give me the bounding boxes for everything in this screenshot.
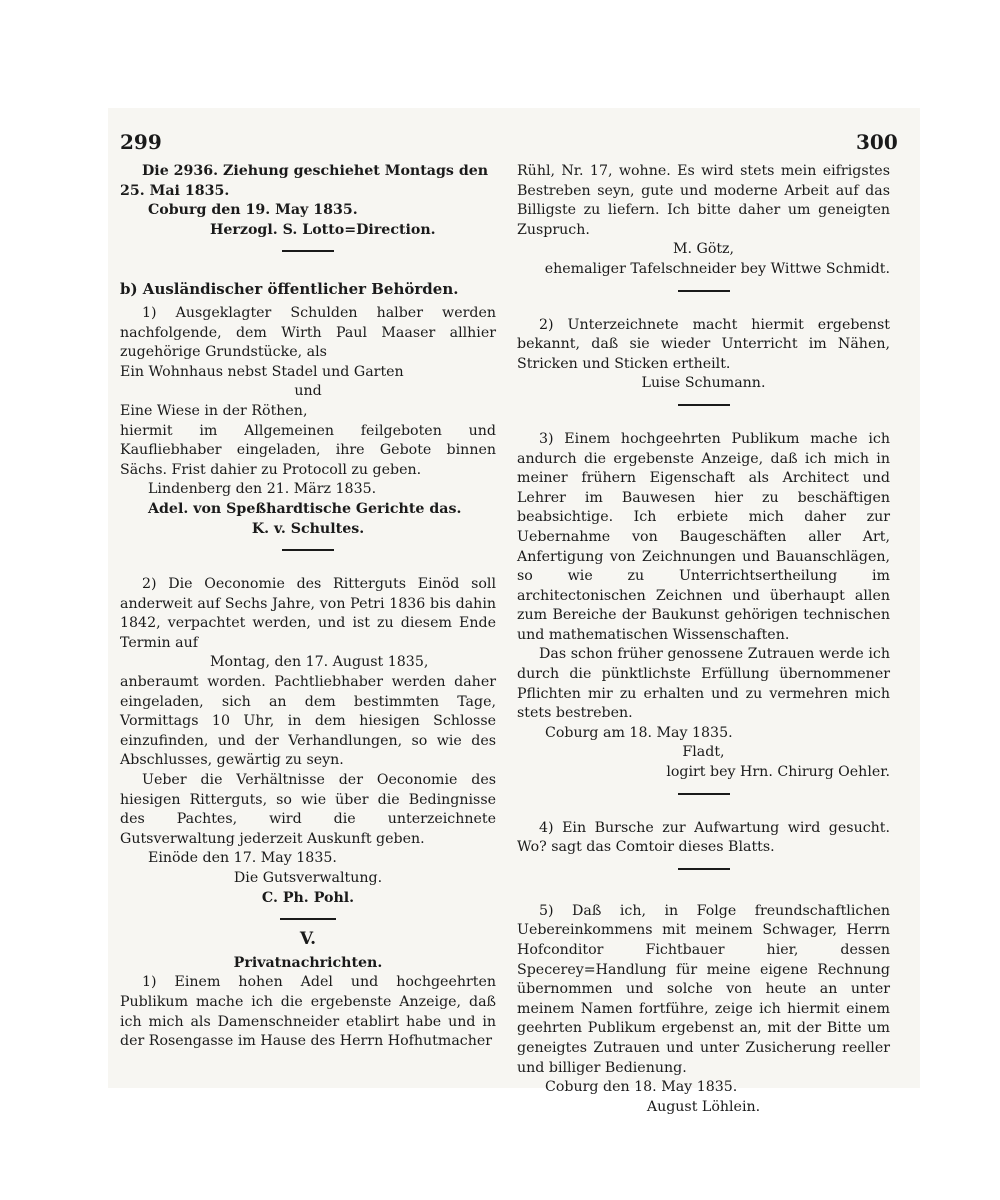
private-2-signature: Luise Schumann. [641, 375, 766, 392]
private-1-signature-1: M. Götz, [672, 241, 735, 258]
private-2-text: 2) Unterzeichnete macht hiermit ergebenst bekannt, daß sie wieder Unterricht im Nähen, Stricken und Sticken ertheilt. [517, 316, 890, 372]
private-4-text: 4) Ein Bursche zur Aufwartung wird gesucht. Wo? sagt das Comtoir dieses Blatts. [517, 819, 890, 856]
private-3-text-2: Das schon früher genossene Zutrauen werde ich durch die pünktlichste Erfüllung übernommener Pflichten mir zu erhalten und zu vermehren mich stets bestreben. [517, 646, 890, 722]
notice-2-text: 2) Die Oeconomie des Ritterguts Einöd soll anderweit auf Sechs Jahre, von Petri 1836 bis dahin 1842, verpachtet werden, und ist zu diesem Ende Termin auf [120, 576, 496, 651]
notice-2-term: Montag, den 17. August 1835, [210, 654, 429, 671]
separator [678, 290, 730, 292]
right-column [517, 162, 890, 1117]
private-1-signature-2: ehemaliger Tafelschneider bey Wittwe Schmidt. [544, 260, 890, 277]
private-5-date: Coburg den 18. May 1835. [545, 1079, 738, 1096]
separator [282, 250, 334, 252]
notice-2-text-2: anberaumt worden. Pachtliebhaber werden daher eingeladen, sich an dem bestimmten Tage, Vormittags 10 Uhr, in dem hiesigen Schlosse einzufinden, und der Verhandlungen, so wie des Abschlusses, gewärtig zu seyn. [120, 674, 496, 769]
section-heading-b: b) Ausländischer öffentlicher Behörden. [120, 280, 459, 299]
separator [678, 404, 730, 406]
lotto-notice: Die 2936. Ziehung geschiehet Montags den [142, 163, 489, 179]
separator [282, 549, 334, 551]
notice-1-text-2: hiermit im Allgemeinen feilgeboten und Kaufliebhaber eingeladen, ihre Gebote binnen Sächs. Frist dahier zu Protocoll zu geben. [120, 422, 496, 478]
private-5-text: 5) Daß ich, in Folge freundschaftlichen Uebereinkommens mit meinem Schwager, Herrn Hofconditor Fichtbauer hier, dessen Specerey=Handlung für meine eigene Rechnung übernommen und solche von heute an unter meinem Namen fortführe, zeige ich hiermit einem geehrten Publikum ergebenst an, mit der Bitte um geneigtes Zutrauen und unter Zusicherung reeller und billiger Bedienung. [517, 902, 890, 1076]
private-3-signature-2: logirt bey Hrn. Chirurg Oehler. [666, 764, 890, 781]
notice-1-und: und [294, 383, 322, 400]
lotto-signature: Herzogl. S. Lotto=Direction. [210, 221, 436, 238]
left-column [120, 162, 496, 1052]
private-1-text: 1) Einem hohen Adel und hochgeehrten Publikum mache ich die ergebenste Anzeige, daß ich mich als Damenschneider etablirt habe und in der Rosengasse im Hause des Herrn Hofhutmacher [120, 974, 496, 1050]
separator [280, 918, 336, 920]
lotto-notice-date: 25. Mai 1835. [120, 182, 230, 199]
notice-1-date: Lindenberg den 21. März 1835. [148, 481, 377, 498]
private-5-signature: August Löhlein. [646, 1098, 761, 1115]
notice-1-signature-2: K. v. Schultes. [251, 520, 365, 537]
section-v-title: Privatnachrichten. [233, 954, 383, 971]
page-number-right: 300 [856, 130, 898, 154]
private-1-continued: Rühl, Nr. 17, wohne. Es wird stets mein eifrigstes Bestreben seyn, gute und moderne Arbeit auf das Billigste zu liefern. Ich bitte daher um geneigten Zuspruch. [517, 163, 890, 238]
notice-2-signature-2: C. Ph. Pohl. [261, 889, 355, 906]
lotto-place-date: Coburg den 19. May 1835. [148, 202, 358, 219]
page-number-left: 299 [120, 130, 162, 154]
notice-1-text: 1) Ausgeklagter Schulden halber werden nachfolgende, dem Wirth Paul Maaser allhier zugehörige Grundstücke, als [120, 304, 496, 361]
private-3-date: Coburg am 18. May 1835. [545, 724, 733, 741]
notice-1-item-meadow: Eine Wiese in der Röthen, [120, 402, 308, 419]
private-3-text: 3) Einem hochgeehrten Publikum mache ich andurch die ergebenste Anzeige, daß ich mich in meiner frühern Eigenschaft als Architect und Lehrer im Bauwesen hier zu beschäftigen beabsichtige. Ich erbiete mich daher zur Uebernahme von Baugeschäften aller Art, Anfertigung von Zeichnungen und Bauanschlägen, so wie zu Unterrichtsertheilung im architectonischen Zeichnen und überhaupt allen zum Bereiche der Baukunst gehörigen technischen und mathematischen Wissenschaften. [517, 430, 890, 643]
separator [678, 868, 730, 870]
notice-1-item-house: Ein Wohnhaus nebst Stadel und Garten [120, 363, 404, 380]
section-heading-v: V. [299, 929, 317, 950]
notice-2-text-3: Ueber die Verhältnisse der Oeconomie des hiesigen Ritterguts, so wie über die Bedingnisse des Pachtes, wird die unterzeichnete Gutsverwaltung jederzeit Auskunft geben. [120, 772, 496, 847]
notice-1-signature-1: Adel. von Speßhardtische Gerichte das. [148, 500, 462, 517]
notice-2-date: Einöde den 17. May 1835. [148, 850, 337, 867]
private-3-signature-1: Fladt, [682, 744, 725, 761]
notice-2-signature-1: Die Gutsverwaltung. [233, 870, 383, 886]
separator [678, 793, 730, 795]
